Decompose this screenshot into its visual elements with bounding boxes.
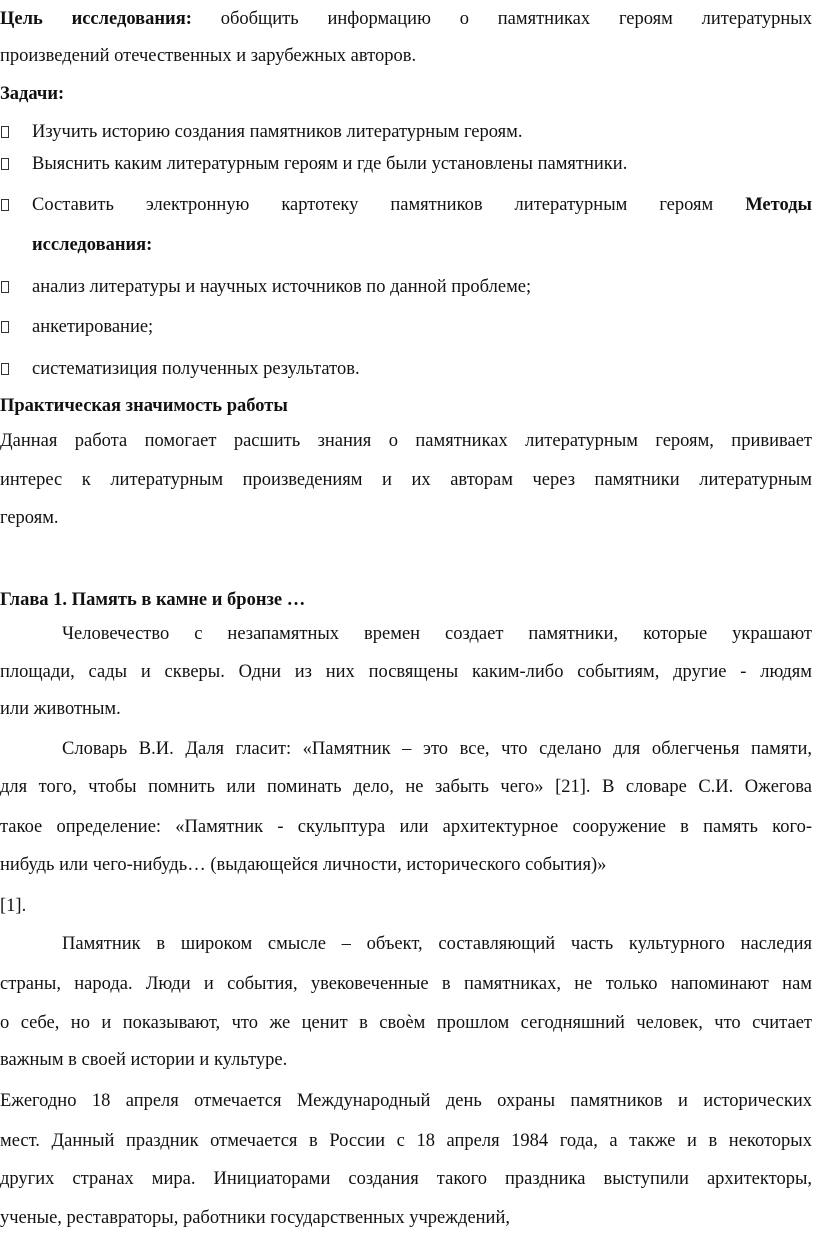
- goal-line-2: произведений отечественных и зарубежных авторов.: [0, 46, 417, 66]
- method-item-3: систематизиция полученных результатов.: [0, 352, 812, 386]
- bullet-box-icon: [1, 321, 9, 333]
- methods-label-cont: исследования:: [32, 235, 153, 255]
- method-item-2: анкетирование;: [0, 310, 812, 344]
- bullet-box-icon: [1, 126, 9, 138]
- task-item-3: [0, 188, 812, 222]
- paragraph-line: Человечество с незапамятных времен создает памятники, которые украшают: [62, 624, 812, 644]
- task-item-2: Выяснить каким литературным героям и где были установлены памятники.: [0, 147, 812, 181]
- paragraph-line: Памятник в широком смысле – объект, составляющий часть культурного наследия: [62, 934, 812, 954]
- paragraph-line: ученые, реставраторы, работники государственных учреждений,: [0, 1208, 510, 1228]
- paragraph-line: [1].: [0, 896, 27, 916]
- paragraph-line: страны, народа. Люди и события, увековеченные в памятниках, не только напоминают нам: [0, 974, 812, 994]
- paragraph-line: для того, чтобы помнить или поминать дело, не забыть чего» [21]. В словаре С.И. Ожегова: [0, 777, 812, 797]
- paragraph-line: или животным.: [0, 699, 121, 719]
- paragraph-line: Ежегодно 18 апреля отмечается Международный день охраны памятников и исторических: [0, 1091, 812, 1111]
- paragraph-line: о себе, но и показывают, что же ценит в своѐм прошлом сегодняшний человек, что считает: [0, 1013, 812, 1033]
- paragraph-line: Словарь В.И. Даля гласит: «Памятник – это все, что сделано для облегченья памяти,: [62, 739, 812, 759]
- task-item-3-text: Составить электронную картотеку памятников литературным героям: [32, 195, 714, 215]
- bullet-box-icon: [1, 363, 9, 375]
- bullet-box-icon: [1, 199, 9, 211]
- goal-label: Цель исследования:: [0, 9, 192, 29]
- goal-text: обобщить информацию о памятниках героям литературных: [220, 9, 812, 29]
- chapter-heading: Глава 1. Память в камне и бронзе …: [0, 590, 306, 610]
- paragraph-line: интерес к литературным произведениям и их авторам через памятники литературным: [0, 470, 812, 490]
- tasks-heading: Задачи:: [0, 84, 65, 104]
- bullet-box-icon: [1, 281, 9, 293]
- methods-label: Методы: [745, 195, 812, 215]
- paragraph-line: других странах мира. Инициаторами создания такого праздника выступили архитекторы,: [0, 1169, 812, 1189]
- paragraph-line: нибудь или чего-нибудь… (выдающейся личности, исторического события)»: [0, 855, 607, 875]
- paragraph-line: Данная работа помогает расшить знания о памятниках литературным героям, прививает: [0, 431, 812, 451]
- method-item-1: анализ литературы и научных источников по данной проблеме;: [0, 270, 812, 304]
- paragraph-line: важным в своей истории и культуре.: [0, 1050, 288, 1070]
- paragraph-line: мест. Данный праздник отмечается в России с 18 апреля 1984 года, а также и в некоторых: [0, 1131, 812, 1151]
- paragraph-line: героям.: [0, 508, 59, 528]
- task-item-1: Изучить историю создания памятников литературным героям.: [0, 115, 812, 149]
- paragraph-line: такое определение: «Памятник - скульптура или архитектурное сооружение в память кого-: [0, 817, 812, 837]
- paragraph-line: площади, сады и скверы. Одни из них посвящены каким-либо событиям, другие - людям: [0, 662, 812, 682]
- goal-line: [0, 2, 812, 36]
- bullet-box-icon: [1, 158, 9, 170]
- significance-heading: Практическая значимость работы: [0, 396, 288, 416]
